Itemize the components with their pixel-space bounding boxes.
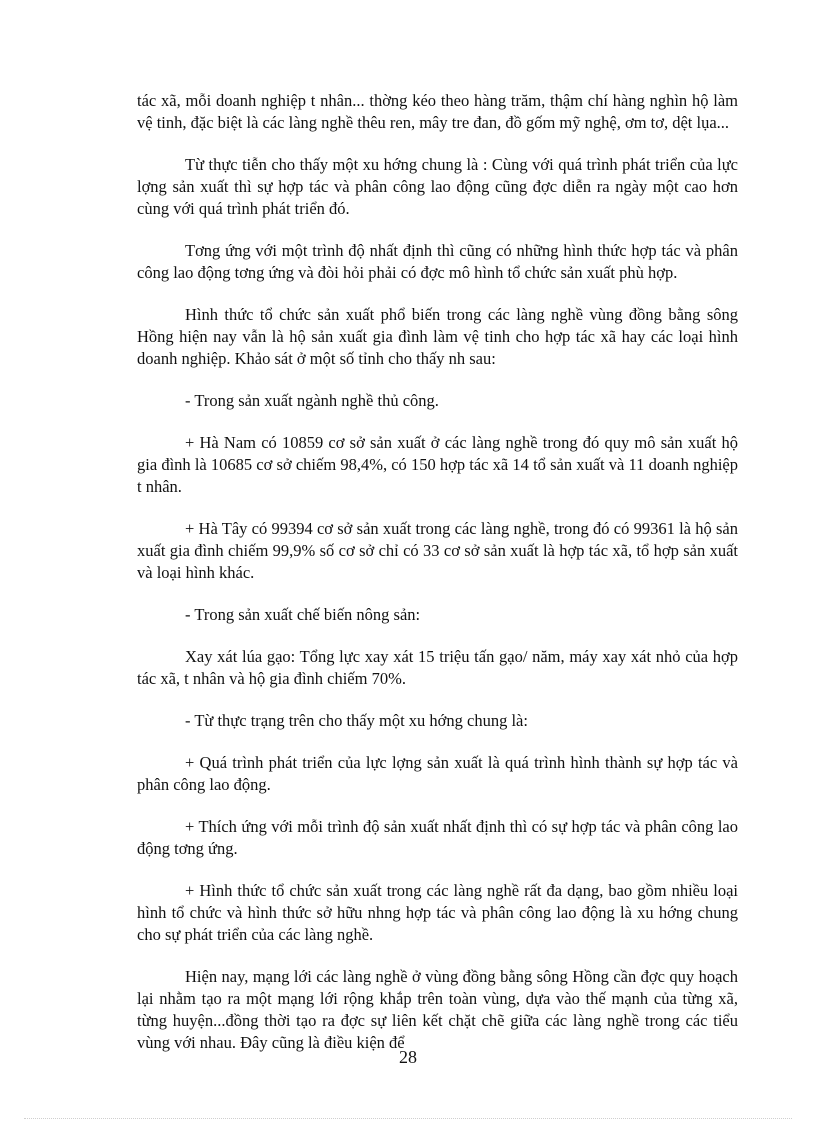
paragraph-organization-form: Hình thức tổ chức sản xuất phổ biến trong các làng nghề vùng đồng bằng sông Hồng hiện nay vẫn là hộ sản xuất gia đình làm vệ tinh cho hợp tác xã hay các loại hình doanh nghiệp. Khảo sát ở một số tỉnh cho thấy nh sau: <box>137 305 738 368</box>
paragraph-ha-nam: + Hà Nam có 10859 cơ sở sản xuất ở các làng nghề trong đó quy mô sản xuất hộ gia đình là 10685 cơ sở chiếm 98,4%, có 150 hợp tác xã 14 tổ sản xuất và 11 doanh nghiệp t nhân. <box>137 433 738 496</box>
paragraph-point-adaptation: + Thích ứng với mỗi trình độ sản xuất nhất định thì có sự hợp tác và phân công lao động tơng ứng. <box>137 817 738 858</box>
page-bottom-divider <box>24 1118 792 1119</box>
paragraph-point-development: + Quá trình phát triển của lực lợng sản xuất là quá trình hình thành sự hợp tác và phân công lao động. <box>137 753 738 794</box>
paragraph-handicraft-heading: - Trong sản xuất ngành nghề thủ công. <box>185 391 439 410</box>
paragraph-trend-intro: Từ thực tiễn cho thấy một xu hớng chung là : Cùng với quá trình phát triển của lực lợng sản xuất thì sự hợp tác và phân công lao động cũng đợc diễn ra ngày một cao hơn cùng với quá trình phát triển đó. <box>137 155 738 218</box>
page-number: 28 <box>399 1047 417 1067</box>
paragraph-point-diversity: + Hình thức tổ chức sản xuất trong các làng nghề rất đa dạng, bao gồm nhiều loại hình tổ chức và hình thức sở hữu nhng hợp tác và phân công lao động là xu hớng chung cho sự phát triển của các làng nghề. <box>137 881 738 944</box>
paragraph-correspondence: Tơng ứng với một trình độ nhất định thì cũng có những hình thức hợp tác và phân công lao động tơng ứng và đòi hỏi phải có đợc mô hình tổ chức sản xuất phù hợp. <box>137 241 738 282</box>
paragraph-rice-milling: Xay xát lúa gạo: Tổng lực xay xát 15 triệu tấn gạo/ năm, máy xay xát nhỏ của hợp tác xã, t nhân và hộ gia đình chiếm 70%. <box>137 647 738 688</box>
paragraph-processing-heading: - Trong sản xuất chế biến nông sản: <box>185 605 421 624</box>
paragraph-continuation: tác xã, mỗi doanh nghiệp t nhân... thờng kéo theo hàng trăm, thậm chí hàng nghìn hộ làm vệ tinh, đặc biệt là các làng nghề thêu ren, mây tre đan, đồ gốm mỹ nghệ, ơm tơ, dệt lụa... <box>137 91 738 132</box>
paragraph-ha-tay: + Hà Tây có 99394 cơ sở sản xuất trong các làng nghề, trong đó có 99361 là hộ sản xuất gia đình chiếm 99,9% số cơ sở chỉ có 33 cơ sở sản xuất là hợp tác xã, tổ hợp sản xuất và loại hình khác. <box>137 519 738 582</box>
paragraph-network-planning: Hiện nay, mạng lới các làng nghề ở vùng đồng bằng sông Hồng cần đợc quy hoạch lại nhằm tạo ra một mạng lới rộng khắp trên toàn vùng, dựa vào thế mạnh của từng xã, từng huyện...đồng thời tạo ra đợc sự liên kết chặt chẽ giữa các làng nghề trong các tiểu vùng với nhau. Đây cũng là điều kiện để <box>137 967 738 1052</box>
paragraph-trend-summary: - Từ thực trạng trên cho thấy một xu hớng chung là: <box>185 711 528 730</box>
body-text <box>137 90 738 1074</box>
